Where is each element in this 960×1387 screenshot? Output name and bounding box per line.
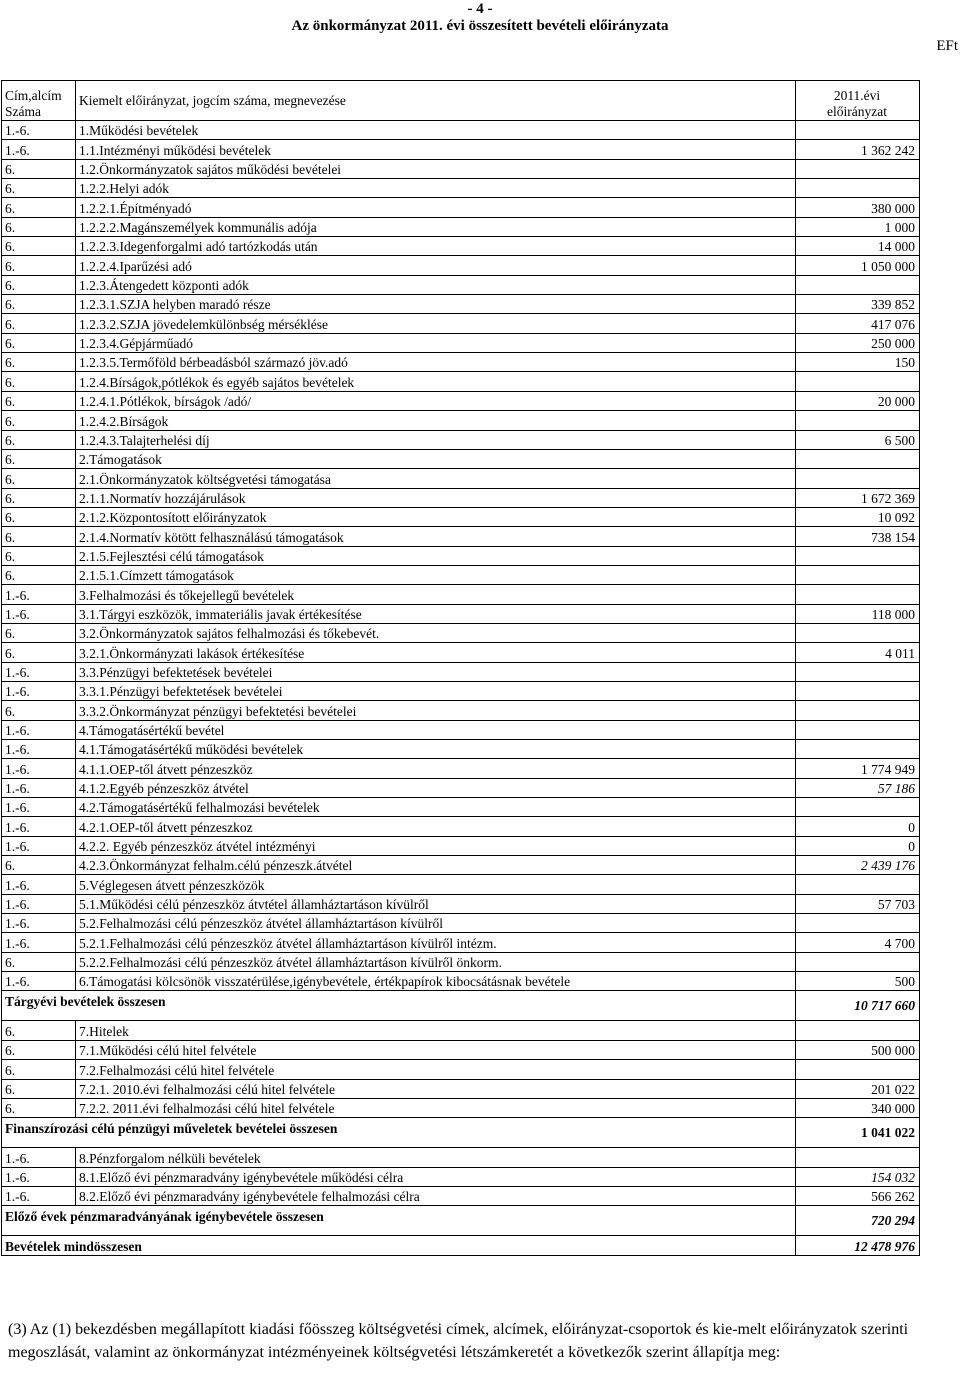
row-code: 6. [2,1098,76,1117]
row-amount: 0 [796,817,920,836]
table-row [2,894,920,913]
page-title: Az önkormányzat 2011. évi összesített bevételi előirányzata [291,18,669,34]
row-code: 6. [2,314,76,333]
row-amount: 2 439 176 [796,856,920,875]
table-row [2,836,920,855]
row-name: 2.1.5.1.Címzett támogatások [76,565,796,584]
row-name: 3.3.2.Önkormányzat pénzügyi befektetési bevételei [76,701,796,720]
row-amount: 154 032 [796,1167,920,1186]
row-code: 1.-6. [2,720,76,739]
table-row [2,140,920,159]
table-row [2,817,920,836]
row-amount: 500 000 [796,1040,920,1059]
row-code: 1.-6. [2,817,76,836]
row-name: 1.2.Önkormányzatok sajátos működési bevételei [76,159,796,178]
row-code: 1.-6. [2,662,76,681]
row-code: 6. [2,546,76,565]
table-row [2,720,920,739]
table-row [2,701,920,720]
row-code: 1.-6. [2,759,76,778]
table-row [2,527,920,546]
row-code: 1.-6. [2,778,76,797]
table-row [2,875,920,894]
table-row [2,1098,920,1117]
row-code: 1.-6. [2,121,76,140]
row-amount [796,1021,920,1040]
row-amount [796,952,920,971]
page-number: - 4 - [467,1,493,17]
row-name: 2.1.4.Normatív kötött felhasználású támogatások [76,527,796,546]
row-name: 1.2.2.1.Építményadó [76,198,796,217]
row-name: 1.2.3.2.SZJA jövedelemkülönbség mérséklése [76,314,796,333]
row-amount: 118 000 [796,604,920,623]
row-name: 4.2.3.Önkormányzat felhalm.célú pénzeszk.átvétel [76,856,796,875]
row-code: 6. [2,488,76,507]
row-name: 7.2.Felhalmozási célú hitel felvétele [76,1060,796,1079]
row-amount: 57 186 [796,778,920,797]
row-amount [796,798,920,817]
row-code: 6. [2,372,76,391]
row-amount: 380 000 [796,198,920,217]
row-amount: 340 000 [796,1098,920,1117]
row-amount [796,159,920,178]
row-amount [796,411,920,430]
row-amount [796,469,920,488]
row-amount: 1 050 000 [796,256,920,275]
total-row [2,1236,920,1256]
total-amount: 12 478 976 [796,1236,920,1256]
row-amount: 738 154 [796,527,920,546]
total-row [2,991,920,1021]
row-code: 6. [2,217,76,236]
row-code: 6. [2,353,76,372]
row-amount: 57 703 [796,894,920,913]
row-amount: 14 000 [796,237,920,256]
row-name: 3.2.1.Önkormányzati lakások értékesítése [76,643,796,662]
row-amount [796,720,920,739]
row-name: 5.Véglegesen átvett pénzeszközök [76,875,796,894]
row-name: 7.Hitelek [76,1021,796,1040]
table-row [2,1167,920,1186]
row-name: 1.2.4.3.Talajterhelési díj [76,430,796,449]
row-name: 1.2.2.3.Idegenforgalmi adó tartózkodás után [76,237,796,256]
table-row [2,198,920,217]
row-code: 6. [2,623,76,642]
total-label: Finanszírozási célú pénzügyi műveletek bevételei összesen [2,1118,796,1148]
row-name: 4.2.Támogatásértékű felhalmozási bevételek [76,798,796,817]
row-name: 3.3.1.Pénzügyi befektetések bevételei [76,681,796,700]
row-code: 1.-6. [2,140,76,159]
row-name: 4.1.1.OEP-től átvett pénzeszköz [76,759,796,778]
row-name: 1.2.2.Helyi adók [76,179,796,198]
table-row [2,314,920,333]
row-amount [796,662,920,681]
row-name: 4.Támogatásértékű bevétel [76,720,796,739]
row-name: 1.2.3.4.Gépjárműadó [76,333,796,352]
row-name: 2.1.2.Központosított előirányzatok [76,507,796,526]
row-code: 1.-6. [2,1186,76,1205]
table-row [2,565,920,584]
table-row [2,391,920,410]
row-code: 1.-6. [2,933,76,952]
table-row [2,681,920,700]
table-row [2,740,920,759]
row-amount: 1 362 242 [796,140,920,159]
header-code: Cím,alcím Száma [2,81,76,121]
row-name: 5.2.2.Felhalmozási célú pénzeszköz átvétel államháztartáson kívülről önkorm. [76,952,796,971]
row-name: 4.2.1.OEP-től átvett pénzeszkoz [76,817,796,836]
table-row [2,798,920,817]
row-name: 3.2.Önkormányzatok sajátos felhalmozási és tőkebevét. [76,623,796,642]
row-amount: 0 [796,836,920,855]
row-code: 1.-6. [2,836,76,855]
row-amount [796,1060,920,1079]
row-name: 1.2.3.1.SZJA helyben maradó része [76,295,796,314]
row-name: 4.1.2.Egyéb pénzeszköz átvétel [76,778,796,797]
row-amount: 417 076 [796,314,920,333]
total-label: Előző évek pénzmaradványának igénybevétele összesen [2,1206,796,1236]
row-name: 5.2.Felhalmozási célú pénzeszköz átvétel államháztartáson kívülről [76,914,796,933]
row-amount [796,623,920,642]
row-amount: 150 [796,353,920,372]
row-code: 6. [2,527,76,546]
total-label: Bevételek mindösszesen [2,1236,796,1256]
row-amount: 4 011 [796,643,920,662]
row-code: 1.-6. [2,914,76,933]
row-amount: 1 000 [796,217,920,236]
row-amount [796,449,920,468]
row-amount: 250 000 [796,333,920,352]
row-amount: 6 500 [796,430,920,449]
row-name: 4.2.2. Egyéb pénzeszköz átvétel intézményi [76,836,796,855]
row-name: 8.1.Előző évi pénzmaradvány igénybevétele működési célra [76,1167,796,1186]
row-amount: 201 022 [796,1079,920,1098]
row-name: 1.2.4.Bírságok,pótlékok és egyéb sajátos bevételek [76,372,796,391]
row-name: 2.1.Önkormányzatok költségvetési támogatása [76,469,796,488]
row-amount [796,372,920,391]
row-code: 6. [2,179,76,198]
row-amount [796,585,920,604]
row-code: 6. [2,391,76,410]
row-code: 6. [2,333,76,352]
row-name: 8.2.Előző évi pénzmaradvány igénybevétele felhalmozási célra [76,1186,796,1205]
table-row [2,430,920,449]
table-row [2,972,920,991]
row-name: 1.2.4.1.Pótlékok, bírságok /adó/ [76,391,796,410]
table-row [2,179,920,198]
row-code: 6. [2,507,76,526]
row-code: 6. [2,237,76,256]
total-label: Tárgyévi bevételek összesen [2,991,796,1021]
total-row [2,1118,920,1148]
row-code: 6. [2,449,76,468]
row-name: 7.2.2. 2011.évi felhalmozási célú hitel felvétele [76,1098,796,1117]
table-header-row [2,81,920,121]
table-row [2,856,920,875]
row-name: 1.Működési bevételek [76,121,796,140]
table-row [2,546,920,565]
row-code: 1.-6. [2,875,76,894]
table-row [2,933,920,952]
row-amount [796,179,920,198]
table-row [2,1040,920,1059]
table-row [2,372,920,391]
row-code: 1.-6. [2,585,76,604]
row-code: 6. [2,1021,76,1040]
total-amount: 1 041 022 [796,1118,920,1148]
row-amount: 1 774 949 [796,759,920,778]
row-amount [796,565,920,584]
table-row [2,643,920,662]
row-name: 4.1.Támogatásértékű működési bevételek [76,740,796,759]
row-name: 7.1.Működési célú hitel felvétele [76,1040,796,1059]
row-name: 1.1.Intézményi működési bevételek [76,140,796,159]
row-code: 6. [2,159,76,178]
row-name: 3.Felhalmozási és tőkejellegű bevételek [76,585,796,604]
row-code: 6. [2,856,76,875]
row-code: 6. [2,701,76,720]
row-code: 6. [2,952,76,971]
row-amount: 566 262 [796,1186,920,1205]
row-code: 1.-6. [2,1148,76,1167]
row-code: 1.-6. [2,604,76,623]
row-name: 2.1.1.Normatív hozzájárulások [76,488,796,507]
row-amount: 4 700 [796,933,920,952]
row-name: 3.3.Pénzügyi befektetések bevételei [76,662,796,681]
footer-paragraph: (3) Az (1) bekezdésben megállapított kiadási főösszeg költségvetési címek, alcímek, előirányzat-csoportok és kie-melt előirányzatok szerinti megoszlását, valamint az önkormányzat intézményeinek költségvetési létszámkeretét a következők szerint állapítja meg: [8,1321,909,1361]
row-name: 8.Pénzforgalom nélküli bevételek [76,1148,796,1167]
row-code: 6. [2,643,76,662]
table-row [2,1060,920,1079]
row-code: 6. [2,1060,76,1079]
row-code: 6. [2,256,76,275]
row-name: 1.2.3.Átengedett központi adók [76,275,796,294]
row-amount [796,275,920,294]
row-amount: 339 852 [796,295,920,314]
row-code: 1.-6. [2,1167,76,1186]
header-amount: 2011.évi előirányzat [796,81,920,121]
table-row [2,1021,920,1040]
table-row [2,585,920,604]
row-amount [796,546,920,565]
row-code: 6. [2,565,76,584]
row-amount: 10 092 [796,507,920,526]
table-row [2,662,920,681]
table-row [2,507,920,526]
table-row [2,469,920,488]
table-row [2,217,920,236]
table-row [2,256,920,275]
table-row [2,333,920,352]
table-row [2,121,920,140]
row-code: 1.-6. [2,894,76,913]
row-amount [796,1148,920,1167]
row-name: 5.1.Működési célú pénzeszköz átvtétel államháztartáson kívülről [76,894,796,913]
table-row [2,604,920,623]
table-row [2,952,920,971]
row-amount [796,121,920,140]
row-name: 1.2.2.4.Iparűzési adó [76,256,796,275]
row-amount: 500 [796,972,920,991]
row-amount: 1 672 369 [796,488,920,507]
table-row [2,1148,920,1167]
row-amount [796,740,920,759]
row-name: 2.1.5.Fejlesztési célú támogatások [76,546,796,565]
row-code: 6. [2,198,76,217]
row-name: 3.1.Tárgyi eszközök, immateriális javak értékesítése [76,604,796,623]
table-row [2,353,920,372]
table-row [2,449,920,468]
row-amount [796,701,920,720]
row-name: 6.Támogatási kölcsönök visszatérülése,igénybevétele, értékpapírok kibocsátásnak bevétele [76,972,796,991]
row-code: 6. [2,295,76,314]
row-code: 1.-6. [2,972,76,991]
unit-label: EFt [936,38,958,54]
row-code: 1.-6. [2,798,76,817]
table-row [2,488,920,507]
row-name: 7.2.1. 2010.évi felhalmozási célú hitel felvétele [76,1079,796,1098]
table-row [2,759,920,778]
table-row [2,623,920,642]
row-code: 6. [2,275,76,294]
row-name: 2.Támogatások [76,449,796,468]
total-amount: 720 294 [796,1206,920,1236]
table-row [2,778,920,797]
header-name: Kiemelt előirányzat, jogcím száma, megnevezése [76,81,796,121]
row-amount: 20 000 [796,391,920,410]
row-code: 6. [2,1040,76,1059]
table-row [2,159,920,178]
revenue-table [1,80,920,1256]
row-code: 6. [2,411,76,430]
total-row [2,1206,920,1236]
table-row [2,295,920,314]
row-name: 1.2.4.2.Bírságok [76,411,796,430]
row-amount [796,875,920,894]
row-code: 6. [2,469,76,488]
table-row [2,1079,920,1098]
table-row [2,237,920,256]
row-code: 1.-6. [2,740,76,759]
table-row [2,1186,920,1205]
row-code: 6. [2,1079,76,1098]
row-name: 1.2.2.2.Magánszemélyek kommunális adója [76,217,796,236]
row-amount [796,681,920,700]
total-amount: 10 717 660 [796,991,920,1021]
table-row [2,914,920,933]
table-row [2,275,920,294]
row-name: 1.2.3.5.Termőföld bérbeadásból származó jöv.adó [76,353,796,372]
row-code: 1.-6. [2,681,76,700]
row-amount [796,914,920,933]
table-row [2,411,920,430]
row-code: 6. [2,430,76,449]
row-name: 5.2.1.Felhalmozási célú pénzeszköz átvétel államháztartáson kívülről intézm. [76,933,796,952]
